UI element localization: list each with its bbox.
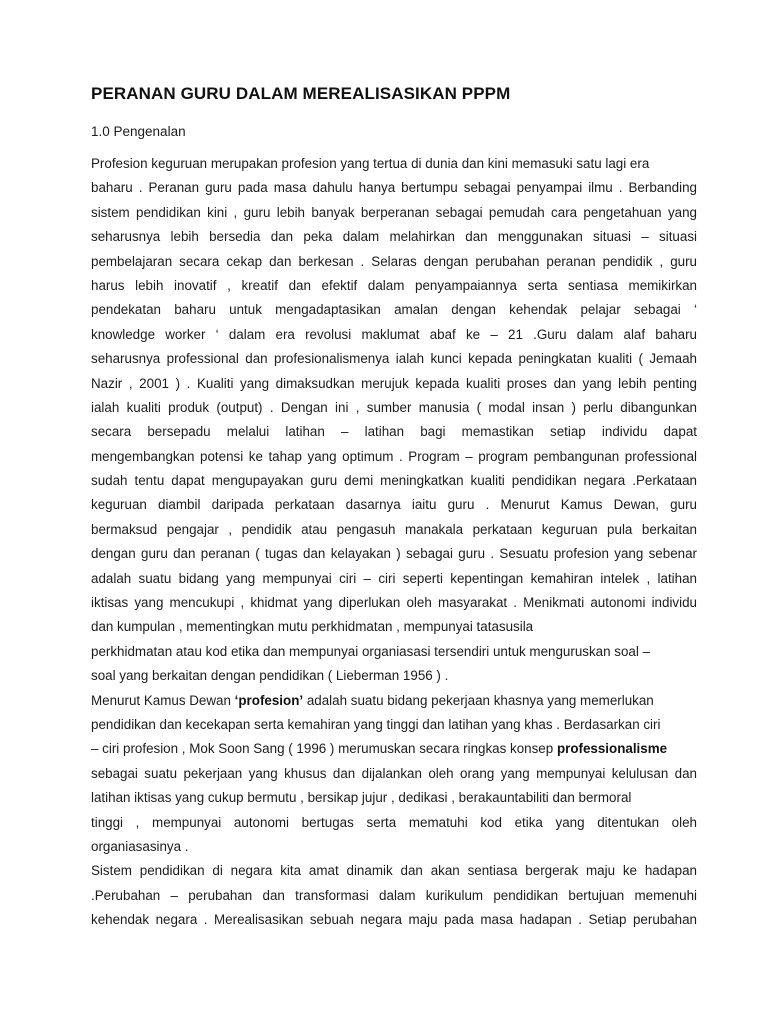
- bold-term: ‘profesion’: [234, 692, 304, 708]
- text-line: keguruan diambil daripada perkataan dasarnya iaitu guru . Menurut Kamus Dewan, guru: [91, 497, 697, 513]
- text-line: dengan guru dan peranan ( tugas dan kelayakan ) sebagai guru . Sesuatu profesion yang sebenar: [91, 546, 697, 562]
- text-line: tinggi , mempunyai autonomi bertugas serta mematuhi kod etika yang ditentukan oleh: [91, 814, 697, 830]
- text-segment: Menurut Kamus Dewan: [91, 692, 235, 708]
- text-line: dan kumpulan , mementingkan mutu perkhidmatan , mempunyai tatasusila: [91, 619, 534, 635]
- body-paragraph: [91, 152, 697, 933]
- text-line: mengembangkan potensi ke tahap yang optimum . Program – program pembangunan professional: [91, 448, 697, 464]
- text-line: kehendak negara . Merealisasikan sebuah negara maju pada masa hadapan . Setiap perubahan: [91, 912, 697, 928]
- text-line: sistem pendidikan kini , guru lebih banyak berperanan sebagai pemudah cara pengetahuan yang: [91, 204, 697, 220]
- text-line: seharusnya lebih bersedia dan peka dalam melahirkan dan menggunakan situasi – situasi: [91, 229, 697, 245]
- text-line: [91, 689, 697, 713]
- text-line: sudah tentu dapat mengupayakan guru demi meningkatkan kualiti pendidikan negara .Perkataan: [91, 473, 697, 489]
- text-line: ialah kualiti produk (output) . Dengan ini , sumber manusia ( modal insan ) perlu dibangunkan: [91, 399, 697, 415]
- text-segment: adalah suatu bidang pekerjaan khasnya yang memerlukan: [303, 692, 654, 708]
- text-line: [91, 737, 697, 761]
- bold-term: professionalisme: [556, 741, 668, 757]
- text-line: secara bersepadu melalui latihan – latihan bagi memastikan setiap individu dapat: [91, 424, 697, 440]
- text-line: Profesion keguruan merupakan profesion yang tertua di dunia dan kini memasuki satu lagi era: [91, 156, 650, 171]
- text-line: pembelajaran secara cekap dan berkesan . Selaras dengan perubahan peranan pendidik , guru: [91, 253, 697, 269]
- text-line: Sistem pendidikan di negara kita amat dinamik dan akan sentiasa bergerak maju ke hadapan: [91, 863, 697, 879]
- text-line: pendekatan baharu untuk mengadaptasikan amalan dengan kehendak pelajar sebagai ‘: [91, 302, 697, 318]
- document-title: PERANAN GURU DALAM MEREALISASIKAN PPPM: [91, 84, 511, 103]
- text-line: pendidikan dan kecekapan serta kemahiran yang tinggi dan latihan yang khas . Berdasarkan ciri: [91, 716, 661, 732]
- text-line: harus lebih inovatif , kreatif dan efektif dalam penyampaiannya serta sentiasa memikirkan: [91, 277, 697, 293]
- text-line: knowledge worker ‘ dalam era revolusi maklumat abaf ke – 21 .Guru dalam alaf baharu: [91, 326, 697, 342]
- text-line: perkhidmatan atau kod etika dan mempunyai organiasasi tersendiri untuk menguruskan soal –: [91, 643, 651, 659]
- text-line: iktisas yang mencukupi , khidmat yang diperlukan oleh masyarakat . Menikmati autonomi individu: [91, 595, 697, 611]
- text-line: soal yang berkaitan dengan pendidikan ( Lieberman 1956 ) .: [91, 668, 449, 684]
- text-line: organiasasinya .: [91, 838, 189, 854]
- text-line: sebagai suatu pekerjaan yang khusus dan dijalankan oleh orang yang mempunyai kelulusan dan: [91, 765, 697, 781]
- text-line: latihan iktisas yang cukup bermutu , bersikap jujur , dedikasi , berakauntabiliti dan bermoral: [91, 790, 632, 806]
- text-line: bermaksud pengajar , pendidik atau pengasuh manakala perkataan keguruan pula berkaitan: [91, 521, 697, 537]
- text-line: seharusnya professional dan profesionalismenya ialah kunci kepada peningkatan kualiti ( Jemaah: [91, 351, 697, 367]
- text-line: .Perubahan – perubahan dan transformasi dalam kurikulum pendidikan bertujuan memenuhi: [91, 887, 697, 903]
- text-line: Nazir , 2001 ) . Kualiti yang dimaksudkan merujuk kepada kualiti proses dan yang lebih penting: [91, 375, 697, 391]
- text-line: baharu . Peranan guru pada masa dahulu hanya bertumpu sebagai penyampai ilmu . Berbanding: [91, 180, 697, 196]
- text-segment: – ciri profesion , Mok Soon Sang ( 1996 ) merumuskan secara ringkas konsep: [91, 741, 557, 757]
- section-heading: 1.0 Pengenalan: [91, 124, 186, 139]
- text-line: adalah suatu bidang yang mempunyai ciri – ciri seperti kepentingan kemahiran intelek , latihan: [91, 570, 697, 586]
